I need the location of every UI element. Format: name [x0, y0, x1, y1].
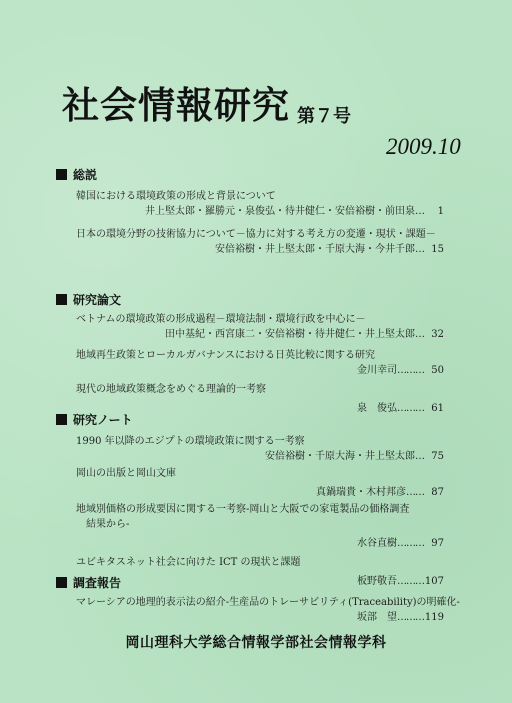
dot-leader: ……: [406, 487, 424, 498]
title-row: [62, 84, 290, 128]
section-research-notes: [56, 410, 466, 589]
article-entry: [56, 502, 466, 551]
article-title: 地域再生政策とローカルガバナンスにおける日英比較に関する研究: [76, 350, 375, 361]
journal-title: 社会情報研究: [62, 84, 290, 127]
article-entry: [56, 434, 466, 464]
section-header: [56, 290, 466, 308]
article-authors: 水谷直樹: [357, 538, 397, 549]
page-number: 32: [431, 329, 444, 340]
page-number: 50: [431, 365, 444, 376]
article-byline: [56, 485, 466, 500]
article-title: ユビキタスネット社会に向けた ICT の現状と課題: [76, 557, 301, 568]
article-authors: 泉 俊弘: [357, 403, 397, 414]
publication-date: 2009.10: [386, 134, 461, 159]
article-authors: 金川幸司: [357, 365, 397, 376]
article-byline: [56, 363, 466, 378]
article-title: 1990 年以降のエジプトの環境政策に関する一考察: [76, 436, 305, 447]
section-title: 研究論文: [73, 292, 122, 307]
article-byline: [56, 204, 466, 219]
page-number: 119: [424, 612, 444, 623]
section-header: [56, 410, 466, 428]
section-title: 調査報告: [73, 575, 122, 590]
page-number: 61: [431, 403, 444, 414]
dot-leader: ………: [397, 576, 424, 587]
article-byline: [56, 327, 466, 342]
article-title-continued: 結果から-: [86, 519, 130, 530]
dot-leader: …: [415, 206, 424, 217]
article-entry: [56, 189, 466, 219]
article-title: 現代の地域政策概念をめぐる理論的一考察: [76, 384, 266, 395]
issue-number: 第７号: [297, 106, 351, 127]
article-entry: [56, 348, 466, 378]
page-number: 97: [431, 538, 444, 549]
section-review: [56, 165, 466, 257]
section-header: [56, 165, 466, 183]
section-title: 総説: [73, 167, 98, 182]
article-title: 岡山の出版と岡山文庫: [76, 468, 176, 479]
section-square-icon: [56, 414, 67, 425]
article-entry: [56, 312, 466, 342]
article-byline: [56, 610, 466, 625]
article-entry: [56, 227, 466, 257]
article-authors: 板野敬吾: [357, 576, 397, 587]
article-byline: [56, 449, 466, 464]
article-authors: 井上堅太郎・羅勝元・泉俊弘・待井健仁・安倍裕樹・前田泉: [145, 206, 415, 217]
dot-leader: ………: [397, 538, 424, 549]
dot-leader: ………: [397, 365, 424, 376]
section-square-icon: [56, 577, 67, 588]
dot-leader: …: [415, 451, 424, 462]
article-entry: [56, 595, 466, 625]
dot-leader: …: [415, 244, 424, 255]
section-square-icon: [56, 169, 67, 180]
section-title: 研究ノート: [73, 412, 133, 427]
article-title: 日本の環境分野の技術協力について－協力に対する考え方の変遷・現状・課題－: [76, 229, 436, 240]
article-title: マレーシアの地理的表示法の紹介-生産品のトレーサビリティ(Traceability)の明確化-: [76, 597, 460, 608]
section-square-icon: [56, 294, 67, 305]
section-research-papers: [56, 290, 466, 416]
dot-leader: ………: [397, 612, 424, 623]
article-byline: [56, 536, 466, 551]
section-header: [56, 573, 466, 591]
article-title: ベトナムの環境政策の形成過程－環境法制・環境行政を中心に－: [76, 314, 366, 325]
page-number: 87: [431, 487, 444, 498]
article-entry: [56, 466, 466, 500]
page-number: 15: [431, 244, 444, 255]
article-authors: 真鍋瑞貴・木村邦彦: [316, 487, 406, 498]
publisher-name: 岡山理科大学総合情報学部社会情報学科: [125, 635, 387, 651]
article-byline: [56, 242, 466, 257]
dot-leader: ………: [397, 403, 424, 414]
page-number: 75: [431, 451, 444, 462]
article-authors: 安倍裕樹・千原大海・井上堅太郎: [265, 451, 415, 462]
article-authors: 坂部 望: [357, 612, 397, 623]
page-number: 1: [437, 206, 444, 217]
article-title: 地域別価格の形成要因に関する一考察-岡山と大阪での家電製品の価格調査: [76, 504, 410, 515]
article-authors: 安倍裕樹・井上堅太郎・千原大海・今井千郎: [215, 244, 415, 255]
article-authors: 田中基紀・西宮康二・安倍裕樹・待井健仁・井上堅太郎: [165, 329, 415, 340]
page-number: 107: [424, 576, 444, 587]
section-survey-reports: [56, 573, 466, 625]
article-title: 韓国における環境政策の形成と背景について: [76, 191, 276, 202]
dot-leader: …: [415, 329, 424, 340]
